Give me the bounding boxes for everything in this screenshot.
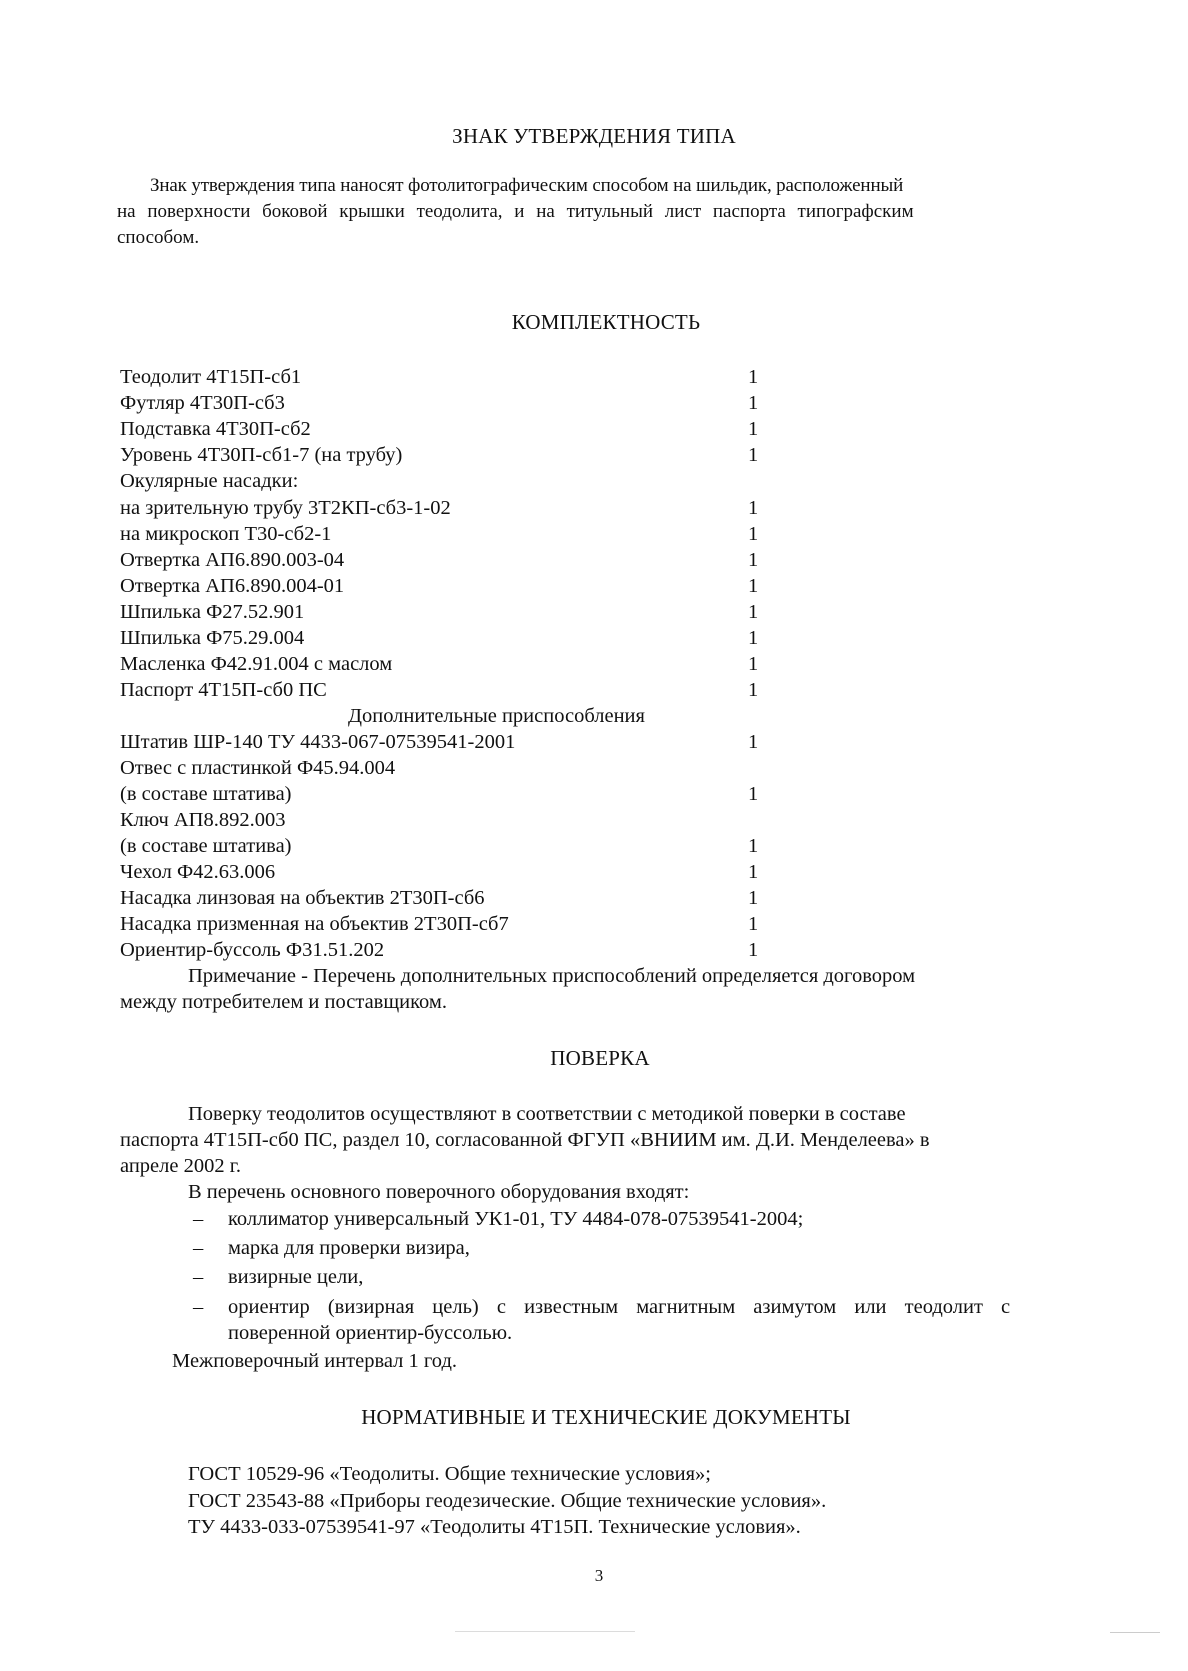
section-title-type-approval: ЗНАК УТВЕРЖДЕНИЯ ТИПА — [452, 124, 736, 148]
item-quantity: 1 — [748, 575, 759, 597]
item-quantity: 1 — [748, 627, 759, 649]
verification-para-line-1: Поверку теодолитов осуществляют в соответствии с методикой поверки в составе — [188, 1103, 906, 1125]
list-item: (в составе штатива) — [120, 783, 292, 805]
item-quantity: 1 — [748, 653, 759, 675]
list-item: Насадка призменная на объектив 2Т30П-сб7 — [120, 913, 509, 935]
scan-artifact — [1110, 1632, 1160, 1633]
type-approval-line-2: на поверхности боковой крышки теодолита, и на титульный лист паспорта типографским — [117, 201, 914, 222]
list-item: Чехол Ф42.63.006 — [120, 861, 276, 883]
bullet-dash: – — [193, 1208, 204, 1230]
item-quantity: 1 — [748, 731, 759, 753]
bullet-dash: – — [193, 1237, 204, 1259]
list-item: Масленка Ф42.91.004 с маслом — [120, 653, 393, 675]
additional-subheading: Дополнительные приспособления — [348, 705, 645, 727]
item-quantity: 1 — [748, 887, 759, 909]
item-quantity: 1 — [748, 549, 759, 571]
list-item: (в составе штатива) — [120, 835, 292, 857]
list-item: Ориентир-буссоль Ф31.51.202 — [120, 939, 385, 961]
item-quantity: 1 — [748, 939, 759, 961]
list-item: Уровень 4Т30П-сб1-7 (на трубу) — [120, 444, 403, 466]
completeness-note-line-1: Примечание - Перечень дополнительных приспособлений определяется договором — [188, 965, 916, 987]
list-item: Отвертка АП6.890.003-04 — [120, 549, 345, 571]
document-item: ТУ 4433-033-07539541-97 «Теодолиты 4Т15П. Технические условия». — [188, 1516, 801, 1538]
list-item: Теодолит 4Т15П-сб1 — [120, 366, 302, 388]
item-quantity: 1 — [748, 835, 759, 857]
list-item: Насадка линзовая на объектив 2Т30П-сб6 — [120, 887, 485, 909]
document-item: ГОСТ 23543-88 «Приборы геодезические. Общие технические условия». — [188, 1490, 827, 1512]
page-number: 3 — [594, 1566, 604, 1585]
type-approval-line-3: способом. — [117, 227, 200, 248]
item-quantity: 1 — [748, 783, 759, 805]
list-item: Отвес с пластинкой Ф45.94.004 — [120, 757, 396, 779]
bullet-dash: – — [193, 1266, 204, 1288]
item-quantity: 1 — [748, 497, 759, 519]
list-item: на микроскоп Т30-сб2-1 — [120, 523, 332, 545]
list-item: на зрительную трубу 3Т2КП-сб3-1-02 — [120, 497, 451, 519]
list-item: Окулярные насадки: — [120, 470, 299, 492]
list-item: Футляр 4Т30П-сб3 — [120, 392, 285, 414]
equipment-item: визирные цели, — [228, 1266, 364, 1288]
section-title-verification: ПОВЕРКА — [550, 1046, 650, 1070]
document-item: ГОСТ 10529-96 «Теодолиты. Общие технические условия»; — [188, 1463, 711, 1485]
list-item: Ключ АП8.892.003 — [120, 809, 286, 831]
completeness-note-line-2: между потребителем и поставщиком. — [120, 991, 447, 1013]
verification-para-line-2: паспорта 4Т15П-сб0 ПС, раздел 10, согласованной ФГУП «ВНИИМ им. Д.И. Менделеева» в — [120, 1129, 930, 1151]
type-approval-line-1: Знак утверждения типа наносят фотолитографическим способом на шильдик, расположенный — [150, 175, 904, 196]
equipment-item: ориентир (визирная цель) с известным магнитным азимутом или теодолит с — [228, 1296, 1011, 1318]
list-item: Шпилька Ф75.29.004 — [120, 627, 305, 649]
item-quantity: 1 — [748, 601, 759, 623]
item-quantity: 1 — [748, 523, 759, 545]
verification-interval: Межповерочный интервал 1 год. — [172, 1350, 457, 1372]
list-item: Штатив ШР-140 ТУ 4433-067-07539541-2001 — [120, 731, 516, 753]
item-quantity: 1 — [748, 392, 759, 414]
list-item: Шпилька Ф27.52.901 — [120, 601, 305, 623]
scan-artifact — [455, 1631, 635, 1632]
section-title-documents: НОРМАТИВНЫЕ И ТЕХНИЧЕСКИЕ ДОКУМЕНТЫ — [361, 1405, 851, 1429]
item-quantity: 1 — [748, 679, 759, 701]
equipment-item: коллиматор универсальный УК1-01, ТУ 4484-078-07539541-2004; — [228, 1208, 804, 1230]
bullet-dash: – — [193, 1296, 204, 1318]
equipment-item: марка для проверки визира, — [228, 1237, 470, 1259]
verification-para-line-3: апреле 2002 г. — [120, 1155, 241, 1177]
equipment-item-continuation: поверенной ориентир-буссолью. — [228, 1322, 513, 1344]
item-quantity: 1 — [748, 861, 759, 883]
list-item: Отвертка АП6.890.004-01 — [120, 575, 345, 597]
item-quantity: 1 — [748, 913, 759, 935]
equipment-intro: В перечень основного поверочного оборудования входят: — [188, 1181, 690, 1203]
item-quantity: 1 — [748, 444, 759, 466]
section-title-completeness: КОМПЛЕКТНОСТЬ — [511, 310, 701, 334]
item-quantity: 1 — [748, 418, 759, 440]
list-item: Паспорт 4Т15П-сб0 ПС — [120, 679, 327, 701]
list-item: Подставка 4Т30П-сб2 — [120, 418, 311, 440]
item-quantity: 1 — [748, 366, 759, 388]
